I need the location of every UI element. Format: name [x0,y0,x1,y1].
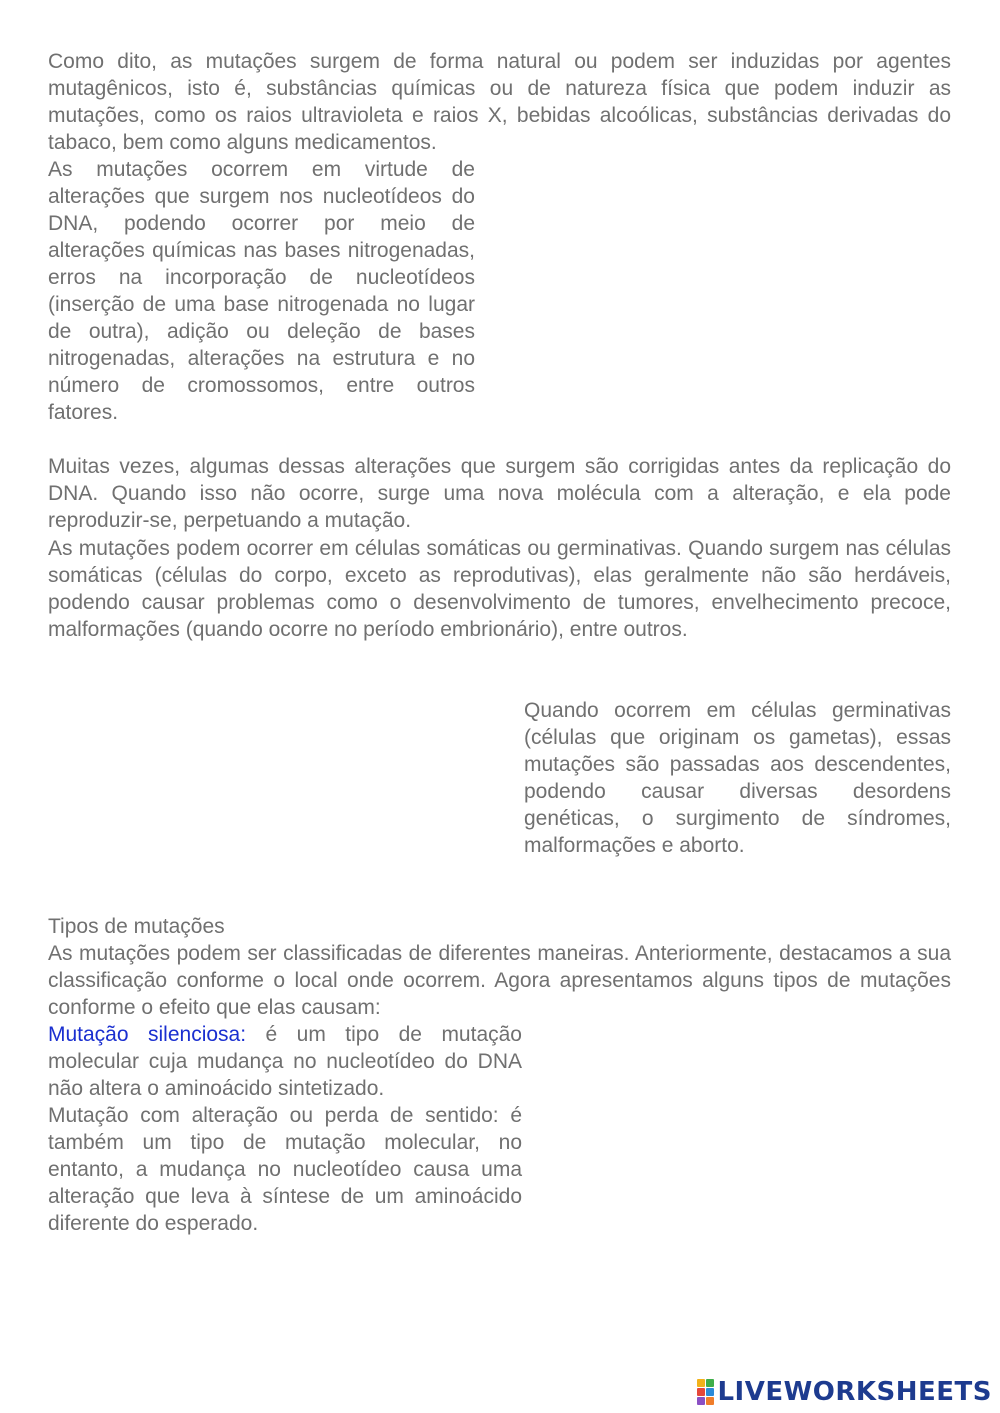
term-mutacao-silenciosa: Mutação silenciosa: [48,1023,247,1046]
paragraph-mutacao-perda-sentido: Mutação com alteração ou perda de sentido: é também um tipo de mutação molecular, no entanto, a mudança no nucleotídeo causa uma alteração que leva à síntese de um aminoácido diferente do esperado. [48,1104,522,1235]
logo-square [706,1397,714,1405]
section-heading-tipos-de-mutacoes: Tipos de mutações [48,915,225,938]
paragraph-classificacao: As mutações podem ser classificadas de diferentes maneiras. Anteriormente, destacamos a sua classificação conforme o local onde ocorrem. Agora apresentamos alguns tipos de mutações conforme o efeito que elas causam: [48,942,951,1019]
paragraph-alteracoes-nucleotideos: As mutações ocorrem em virtude de alterações que surgem nos nucleotídeos do DNA, podendo ocorrer por meio de alterações químicas nas bases nitrogenadas, erros na incorporação de nucleotídeos (inserção de uma base nitrogenada no lugar de outra), adição ou deleção de bases nitrogenadas, alterações na estrutura e no número de cromossomos, entre outros fatores. [48,158,475,424]
logo-square [697,1388,705,1396]
logo-square [706,1388,714,1396]
logo-square [697,1379,705,1387]
paragraph-celulas-somaticas: As mutações podem ocorrer em células somáticas ou germinativas. Quando surgem nas células somáticas (células do corpo, exceto as reprodutivas), elas geralmente não são herdáveis, podendo causar problemas como o desenvolvimento de tumores, envelhecimento precoce, malformações (quando ocorre no período embrionário), entre outros. [48,537,951,641]
paragraph-agentes-mutagenicos: Como dito, as mutações surgem de forma natural ou podem ser induzidas por agentes mutagênicos, isto é, substâncias químicas ou de natureza física que podem induzir as mutações, como os raios ultravioleta e raios X, bebidas alcoólicas, substâncias derivadas do tabaco, bem como alguns medicamentos. [48,50,951,154]
logo-square [706,1379,714,1387]
logo-square [697,1397,705,1405]
paragraph-celulas-germinativas: Quando ocorrem em células germinativas (células que originam os gametas), essas mutações são passadas aos descendentes, podendo causar diversas desordens genéticas, o surgimento de síndromes, malformações e aborto. [524,699,951,857]
liveworksheets-logo[interactable] [697,1377,992,1407]
definition-mutacao-silenciosa: é um tipo de mutação molecular cuja mudança no nucleotídeo do DNA não altera o aminoácido sintetizado. [48,1023,522,1100]
paragraph-correcao-replicacao: Muitas vezes, algumas dessas alterações que surgem são corrigidas antes da replicação do DNA. Quando isso não ocorre, surge uma nova molécula com a alteração, e ela pode reproduzir-se, perpetuando a mutação. [48,455,951,532]
liveworksheets-logo-text: LIVEWORKSHEETS [717,1377,992,1407]
paragraph-mutacao-silenciosa [48,1021,522,1102]
liveworksheets-logo-icon [697,1379,714,1405]
